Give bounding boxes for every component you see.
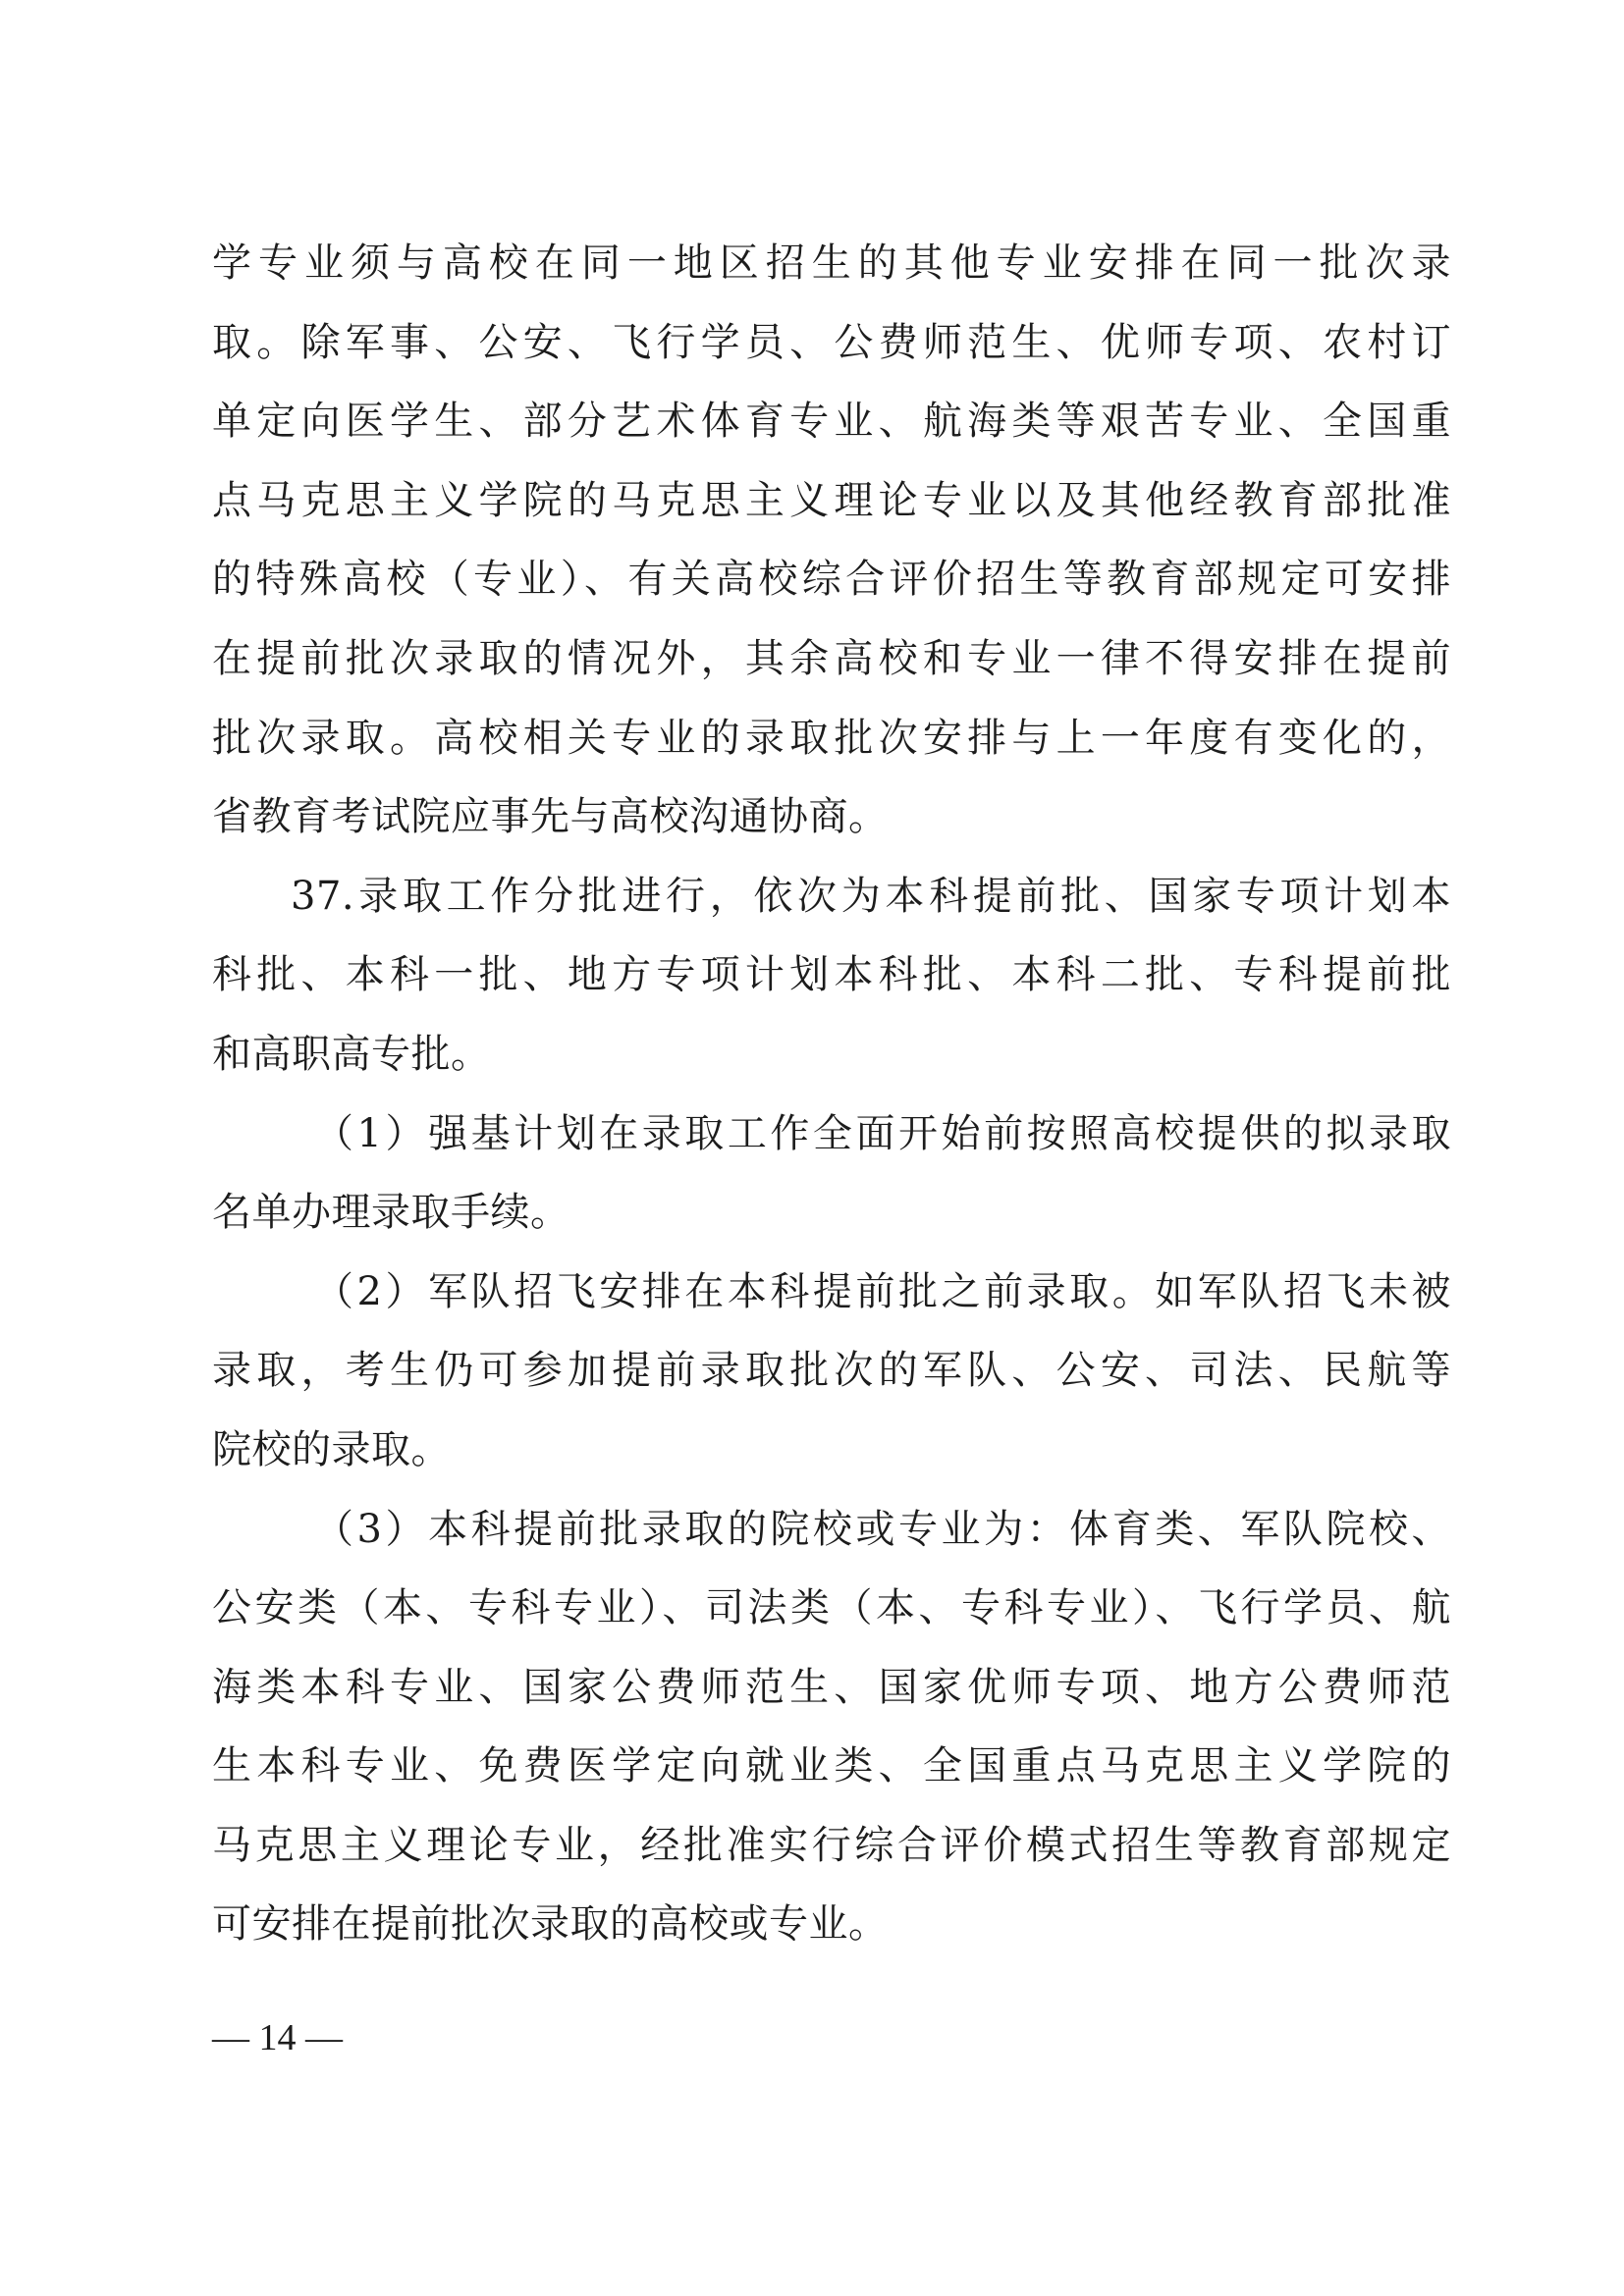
item-1-line: 名单办理录取手续。 bbox=[212, 1190, 570, 1236]
item-3-line: 可安排在提前批次录取的高校或专业。 bbox=[212, 1901, 889, 1948]
text-line: 省教育考试院应事先与高校沟通协商。 bbox=[212, 794, 889, 840]
text-line: 的特殊高校（专业）、有关高校综合评价招生等教育部规定可安排 bbox=[212, 557, 1451, 603]
item-2-line: 院校的录取。 bbox=[212, 1426, 451, 1472]
article-37-line: 37.录取工作分批进行，依次为本科提前批、国家专项计划本 bbox=[291, 873, 1451, 919]
item-3-line: 海类本科专业、国家公费师范生、国家优师专项、地方公费师范 bbox=[212, 1664, 1451, 1710]
text-line: 批次录取。高校相关专业的录取批次安排与上一年度有变化的， bbox=[212, 715, 1451, 761]
text-line: 点马克思主义学院的马克思主义理论专业以及其他经教育部批准 bbox=[212, 477, 1451, 523]
item-2-line: （2）军队招飞安排在本科提前批之前录取。如军队招飞未被 bbox=[314, 1268, 1451, 1314]
item-1-line: （1）强基计划在录取工作全面开始前按照高校提供的拟录取 bbox=[314, 1110, 1451, 1156]
text-line: 在提前批次录取的情况外，其余高校和专业一律不得安排在提前 bbox=[212, 635, 1451, 681]
item-2-line: 录取，考生仍可参加提前录取批次的军队、公安、司法、民航等 bbox=[212, 1348, 1451, 1394]
article-37-line: 科批、本科一批、地方专项计划本科批、本科二批、专科提前批 bbox=[212, 952, 1451, 998]
article-37-line: 和高职高专批。 bbox=[212, 1031, 491, 1077]
page-number: — 14 — bbox=[212, 2017, 343, 2058]
text-line: 学专业须与高校在同一地区招生的其他专业安排在同一批次录 bbox=[212, 240, 1451, 286]
item-3-line: 马克思主义理论专业，经批准实行综合评价模式招生等教育部规定 bbox=[212, 1822, 1451, 1868]
item-3-line: （3）本科提前批录取的院校或专业为：体育类、军队院校、 bbox=[314, 1506, 1451, 1552]
item-3-line: 生本科专业、免费医学定向就业类、全国重点马克思主义学院的 bbox=[212, 1743, 1451, 1789]
text-line: 取。除军事、公安、飞行学员、公费师范生、优师专项、农村订 bbox=[212, 319, 1451, 365]
text-line: 单定向医学生、部分艺术体育专业、航海类等艰苦专业、全国重 bbox=[212, 399, 1451, 445]
item-3-line: 公安类（本、专科专业）、司法类（本、专科专业）、飞行学员、航 bbox=[212, 1585, 1451, 1631]
document-body bbox=[212, 224, 1451, 1964]
